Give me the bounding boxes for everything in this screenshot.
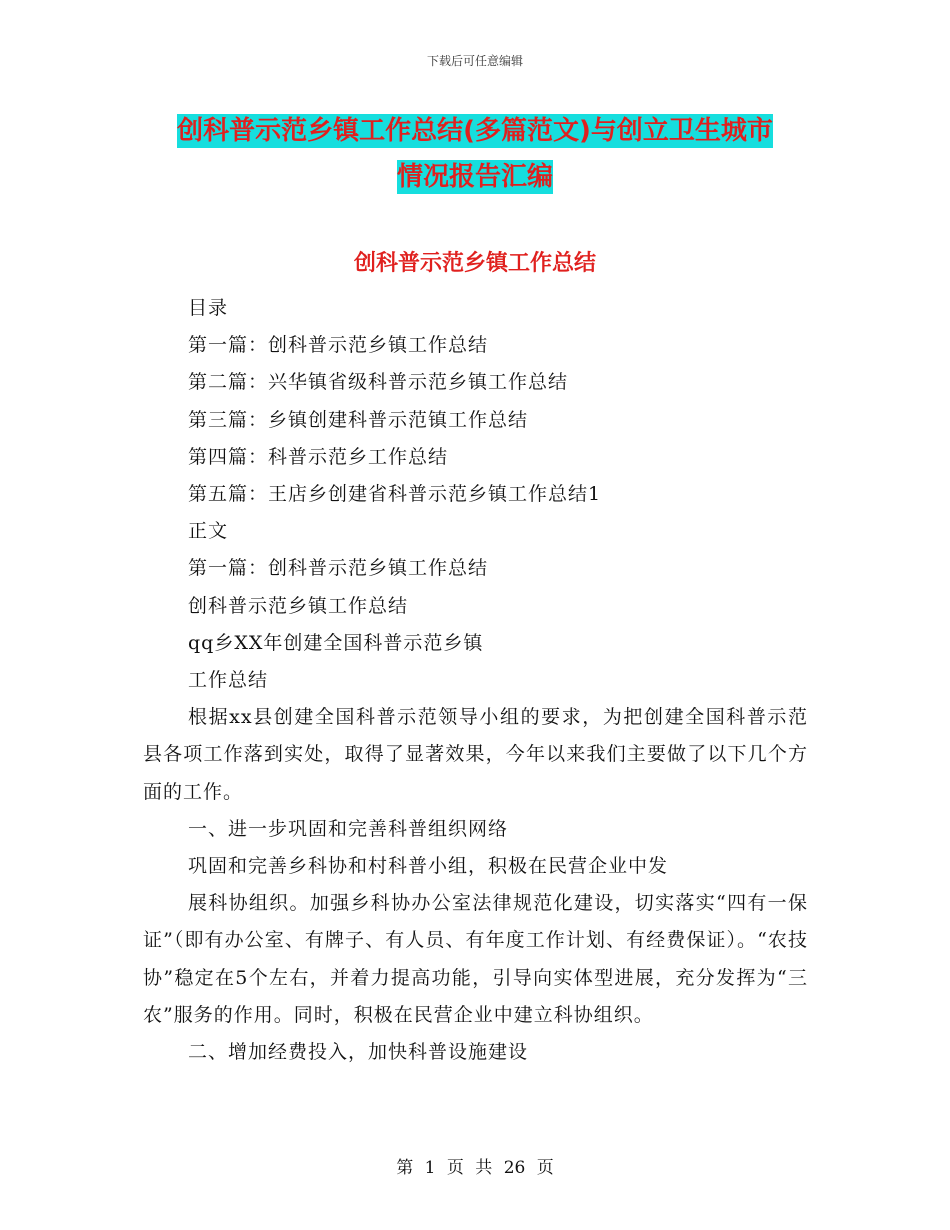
header-note: 下载后可任意编辑 <box>426 54 523 68</box>
section-1-paragraph: 展科协组织。加强乡科协办公室法律规范化建设，切实落实“四有一保证”（即有办公室、有牌子、有人员、有年度工作计划、有经费保证）。“农技协”稳定在5个左右，并着力提高功能，引导向实体型进展，充分发挥为“三农”服务的作用。同时，积极在民营企业中建立科协组织。 <box>143 892 808 1026</box>
section-title: 创科普示范乡镇工作总结 <box>353 251 596 276</box>
toc-item-1: 第一篇：创科普示范乡镇工作总结 <box>188 334 489 357</box>
body-heading: 正文 <box>188 520 229 543</box>
toc-heading: 目录 <box>188 297 229 319</box>
paragraph-intro: 根据xx县创建全国科普示范领导小组的要求，为把创建全国科普示范县各项工作落到实处，取得了显著效果，今年以来我们主要做了以下几个方面的工作。 <box>143 706 808 803</box>
toc-item-5: 第五篇：王店乡创建省科普示范乡镇工作总结1 <box>188 483 602 506</box>
document-title <box>140 108 810 200</box>
article-subtitle-2: 工作总结 <box>188 669 269 692</box>
document-body <box>143 290 808 1071</box>
section-2-heading: 二、增加经费投入，加快科普设施建设 <box>188 1041 529 1064</box>
toc-item-2: 第二篇：兴华镇省级科普示范乡镇工作总结 <box>188 371 569 394</box>
toc-item-4: 第四篇：科普示范乡工作总结 <box>188 445 449 468</box>
toc-item-3: 第三篇：乡镇创建科普示范镇工作总结 <box>188 408 529 431</box>
article-title: 创科普示范乡镇工作总结 <box>188 594 409 617</box>
article-heading: 第一篇：创科普示范乡镇工作总结 <box>188 557 489 580</box>
section-1-first-line: 巩固和完善乡科协和村科普小组，积极在民营企业中发 <box>188 855 669 878</box>
article-subtitle-1: qq乡XX年创建全国科普示范乡镇 <box>188 631 484 654</box>
title-line-2: 情况报告汇编 <box>396 162 553 192</box>
title-line-1: 创科普示范乡镇工作总结(多篇范文)与创立卫生城市 <box>177 116 773 146</box>
section-1-heading: 一、进一步巩固和完善科普组织网络 <box>188 817 509 840</box>
page-footer: 第 1 页 共 26 页 <box>396 1158 554 1178</box>
